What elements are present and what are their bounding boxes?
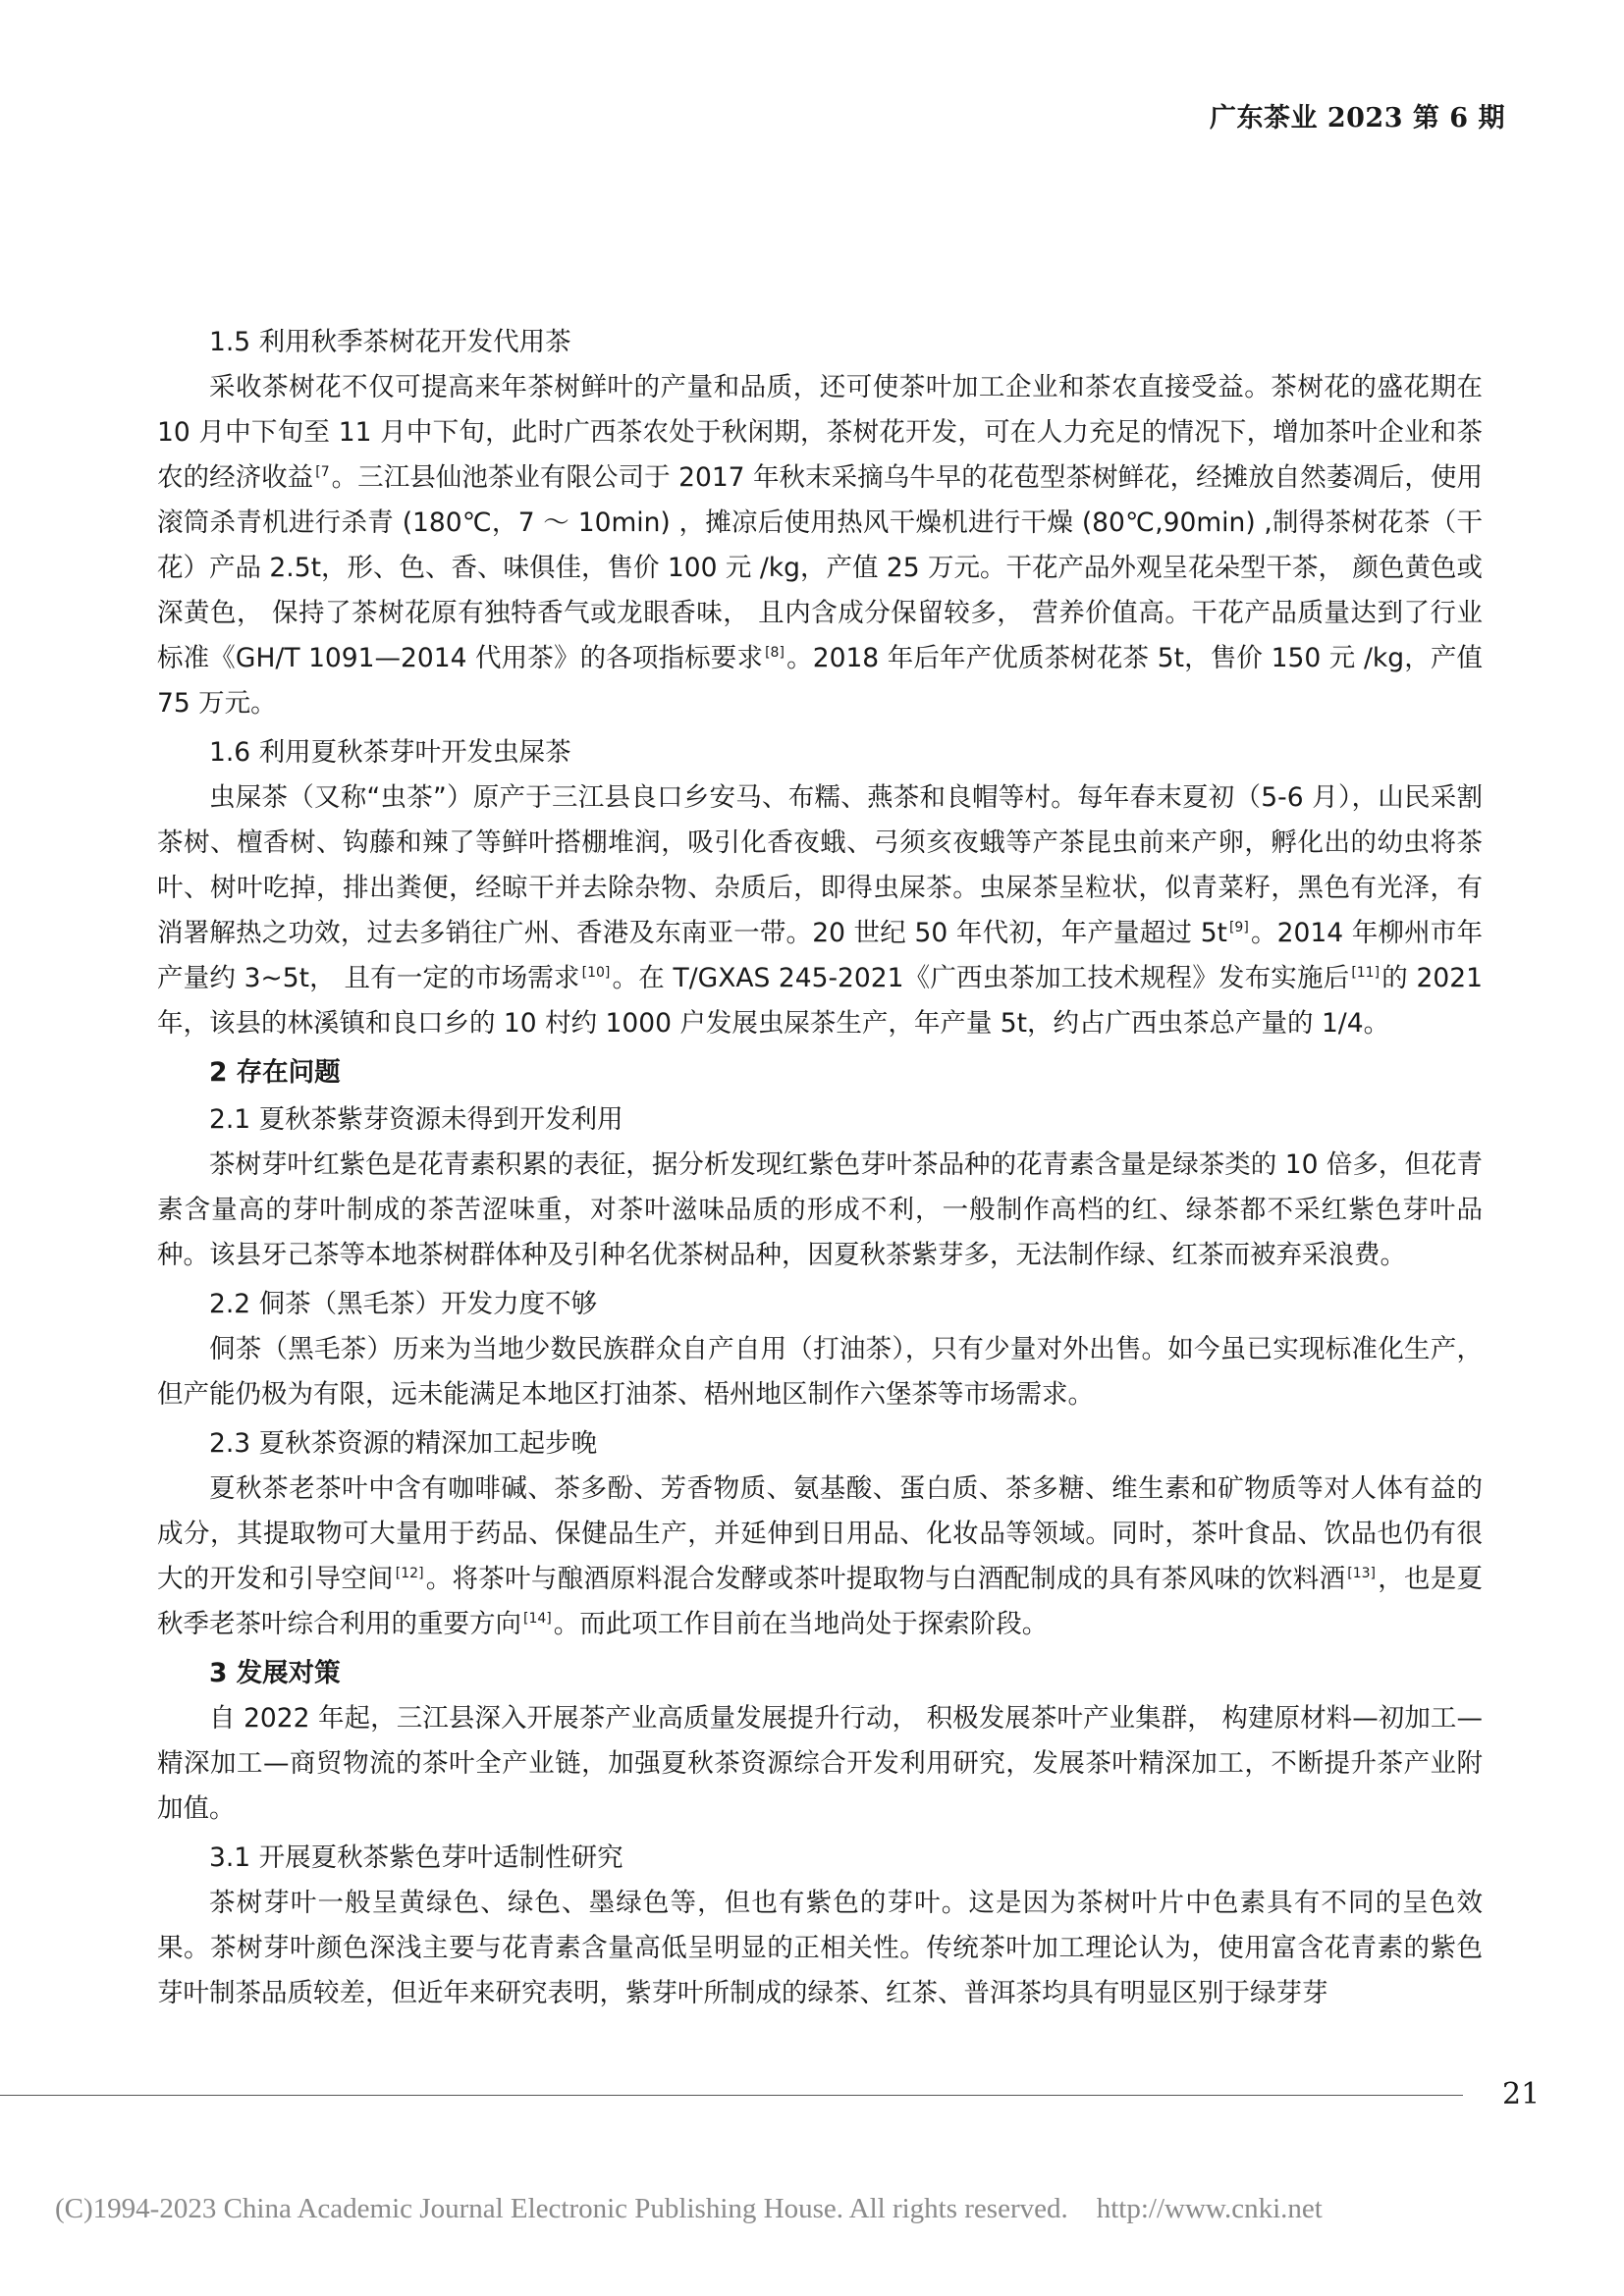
paragraph-deep-processing xyxy=(157,1467,1483,1647)
text-run: 夏秋茶老茶叶中含有咖啡碱、茶多酚、芳香物质、氨基酸、蛋白质、茶多糖、维生素和矿物质等对人体有益的成分，其提取物可大量用于药品、保健品生产，并延伸到日用品、化妆品等领域。同时，茶叶食品、饮品也仍有很大的开发和引导空间 xyxy=(157,1473,1483,1594)
text-run: 。而此项工作目前在当地尚处于探索阶段。 xyxy=(553,1609,1049,1639)
section-heading-2-2: 2.2 侗茶（黑毛茶）开发力度不够 xyxy=(209,1289,598,1319)
text-run: 采收茶树花不仅可提高来年茶树鲜叶的产量和品质，还可使茶叶加工企业和茶农直接受益。茶树花的盛花期在 10 月中下旬至 11 月中下旬，此时广西茶农处于秋闲期，茶树花开发，可在人力充足的情况下，增加茶叶企业和茶农的经济收益 xyxy=(157,372,1483,493)
text-run: 。2014 年柳州市年产量约 3~5t， 且有一定的市场需求 xyxy=(157,918,1483,993)
section-heading-3: 3 发展对策 xyxy=(209,1658,341,1688)
paragraph-dong-tea: 侗茶（黑毛茶）历来为当地少数民族群众自产自用（打油茶），只有少量对外出售。如今虽已实现标准化生产，但产能仍极为有限，远未能满足本地区打油茶、梧州地区制作六堡茶等市场需求。 xyxy=(157,1334,1483,1410)
paragraph-purple-leaf-research: 茶树芽叶一般呈黄绿色、绿色、墨绿色等，但也有紫色的芽叶。这是因为茶树叶片中色素具有不同的呈色效果。茶树芽叶颜色深浅主要与花青素含量高低呈明显的正相关性。传统茶叶加工理论认为，使用富含花青素的紫色芽叶制茶品质较差，但近年来研究表明，紫芽叶所制成的绿茶、红茶、普洱茶均具有明显区别于绿芽芽 xyxy=(157,1888,1483,2008)
section-heading-3-1: 3.1 开展夏秋茶紫色芽叶适制性研究 xyxy=(209,1842,623,1873)
page-number: 21 xyxy=(1502,2077,1541,2111)
citation-8: [8] xyxy=(765,645,785,661)
footer-divider xyxy=(0,2095,1463,2096)
citation-7: [7 xyxy=(315,464,330,480)
text-run: 。在 T/GXAS 245-2021《广西虫茶加工技术规程》发布实施后 xyxy=(612,963,1350,993)
citation-12: [12] xyxy=(395,1566,424,1581)
section-heading-1-5: 1.5 利用秋季茶树花开发代用茶 xyxy=(209,327,571,357)
paragraph-development-strategy: 自 2022 年起，三江县深入开展茶产业高质量发展提升行动， 积极发展茶叶产业集群， 构建原材料—初加工—精深加工—商贸物流的茶叶全产业链，加强夏秋茶资源综合开发利用研究，发展茶叶精深加工，不断提升茶产业附加值。 xyxy=(157,1703,1483,1824)
citation-13: [13] xyxy=(1347,1566,1376,1581)
citation-11: [11] xyxy=(1351,965,1380,981)
text-run: 的 2021 年，该县的林溪镇和良口乡的 10 村约 1000 户发展虫屎茶生产，年产量 5t，约占广西虫茶总产量的 1/4。 xyxy=(157,963,1483,1039)
text-run: 虫屎茶（又称“虫茶”）原产于三江县良口乡安马、布糯、燕茶和良帽等村。每年春末夏初（5-6 月），山民采割茶树、檀香树、钩藤和辣了等鲜叶搭棚堆润，吸引化香夜蛾、弓须亥夜蛾等产茶昆虫前来产卵，孵化出的幼虫将茶叶、树叶吃掉，排出粪便，经晾干并去除杂物、杂质后，即得虫屎茶。虫屎茶呈粒状，似青菜籽，黑色有光泽，有消署解热之功效，过去多销往广州、香港及东南亚一带。20 世纪 50 年代初，年产量超过 5t xyxy=(157,782,1483,948)
paragraph-purple-buds: 茶树芽叶红紫色是花青素积累的表征，据分析发现红紫色芽叶茶品种的花青素含量是绿茶类的 10 倍多，但花青素含量高的芽叶制成的茶苦涩味重，对茶叶滋味品质的形成不利，一般制作高档的红、绿茶都不采红紫色芽叶品种。该县牙己茶等本地茶树群体种及引种名优茶树品种，因夏秋茶紫芽多，无法制作绿、红茶而被弃采浪费。 xyxy=(157,1149,1483,1270)
paragraph-insect-tea xyxy=(157,775,1483,1046)
section-heading-2-1: 2.1 夏秋茶紫芽资源未得到开发利用 xyxy=(209,1104,623,1135)
article-body xyxy=(157,320,1483,2016)
copyright-notice: (C)1994-2023 China Academic Journal Electronic Publishing House. All rights reserved. http://www.cnki.net xyxy=(55,2193,1323,2224)
citation-14: [14] xyxy=(523,1611,552,1627)
citation-9: [9] xyxy=(1228,920,1249,935)
citation-10: [10] xyxy=(581,965,611,981)
text-run: 。2018 年后年产优质茶树花茶 5t，售价 150 元 /kg，产值 75 万元。 xyxy=(157,643,1483,719)
text-run: 。三江县仙池茶业有限公司于 2017 年秋末采摘乌牛早的花苞型茶树鲜花，经摊放自然萎凋后，使用滚筒杀青机进行杀青 (180℃，7 ～ 10min) ，摊凉后使用热风干燥机进行干燥 (80℃,90min) ,制得茶树花茶（干花）产品 2.5t，形、色、香、味俱佳，售价 100 元 /kg，产值 25 万元。干花产品外观呈花朵型干茶， 颜色黄色或深黄色， 保持了茶树花原有独特香气或龙眼香味， 且内含成分保留较多， 营养价值高。干花产品质量达到了行业标准《GH/T 1091—2014 代用茶》的各项指标要求 xyxy=(157,462,1484,673)
text-run: 。将茶叶与酿酒原料混合发酵或茶叶提取物与白酒配制成的具有茶风味的饮料酒 xyxy=(425,1564,1346,1594)
section-heading-2-3: 2.3 夏秋茶资源的精深加工起步晚 xyxy=(209,1428,598,1459)
section-heading-1-6: 1.6 利用夏秋茶芽叶开发虫屎茶 xyxy=(209,737,571,768)
section-heading-2: 2 存在问题 xyxy=(209,1057,341,1088)
paragraph-tea-flower xyxy=(157,365,1483,726)
journal-header: 广东茶业 2023 第 6 期 xyxy=(1209,103,1505,133)
text-run: ，也是夏秋季老茶叶综合利用的重要方向 xyxy=(157,1564,1484,1639)
